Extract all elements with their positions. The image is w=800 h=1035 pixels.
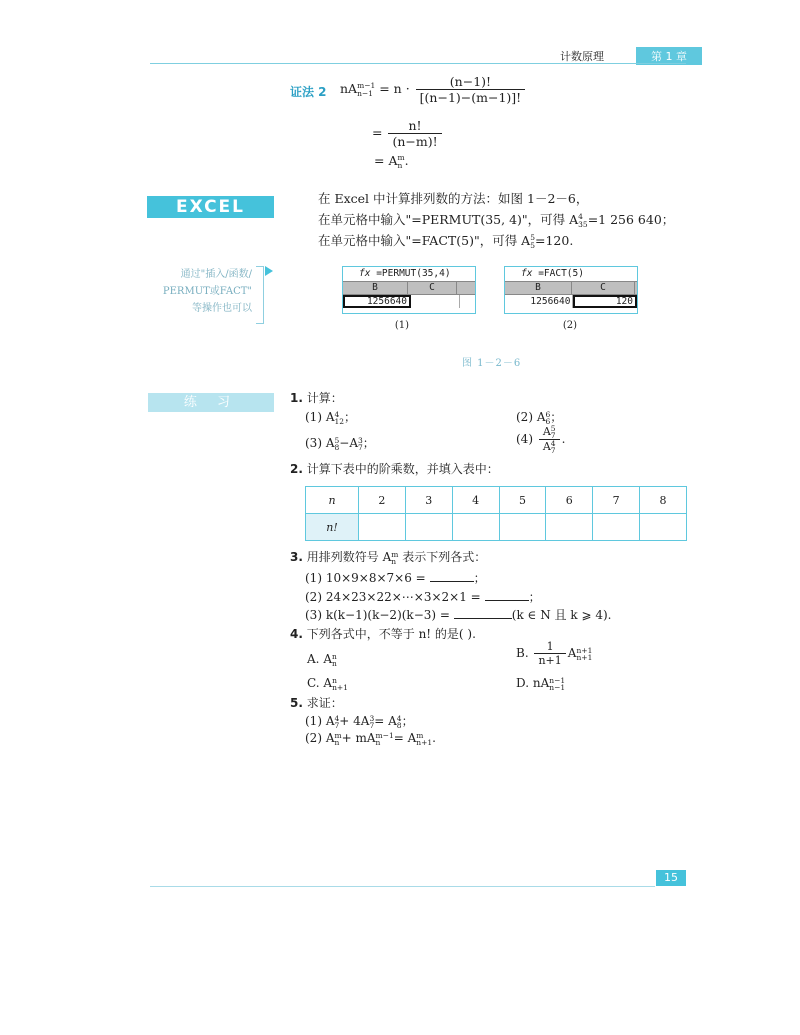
question-1a: (1) A 4 12 ； — [305, 409, 357, 426]
fx-icon: fx — [521, 268, 533, 279]
question-4-option-d: D. nA n−1 n−1 — [516, 675, 566, 692]
side-note: 通过"插入/函数/ PERMUT或FACT" 等操作也可以 — [162, 269, 252, 314]
table-cell: 4 — [452, 487, 499, 514]
question-1b: (2) A 6 6 ； — [516, 409, 563, 426]
footer-rule — [150, 886, 655, 887]
header-rule — [150, 63, 686, 64]
table-cell: 5 — [499, 487, 546, 514]
question-4-option-c: C. A n n+1 — [307, 675, 348, 692]
running-header-chapter: 计数原理 — [560, 50, 604, 63]
proof-line-3: = A m n . — [374, 152, 409, 170]
excel-banner: EXCEL — [147, 196, 274, 218]
question-3-item-2: (2) 24×23×22×⋯×3×2×1 = ； — [305, 590, 541, 604]
question-2: 2. 计算下表中的阶乘数，并填入表中： — [290, 462, 499, 476]
proof-line-1: nA m−1 n−1 = n · $\frac{(n-1)!}{[(n-1)-(m-1)]!}$ — [340, 74, 527, 105]
table-cell-empty — [640, 514, 687, 541]
question-1: 1. 计算： — [290, 391, 343, 405]
figure-title: 图 1－2－6 — [462, 358, 522, 369]
excel-screenshot-2: fx =FACT(5) B C 1256640 120 — [504, 266, 638, 314]
table-cell-empty — [452, 514, 499, 541]
proof-fraction-2: $\frac{n!}{(n-m)!}$ — [388, 118, 441, 149]
chapter-badge: 第 1 章 — [636, 47, 702, 65]
table-cell-empty — [546, 514, 593, 541]
question-5b: (2) A m n + mA m−1 n = A m n+1 . — [305, 730, 436, 747]
question-4-option-b: B. $\frac{1}{n+1}$ A n+1 n+1 — [516, 640, 593, 667]
figure-caption-1: (1) — [394, 320, 410, 331]
proof-label: 证法 2 — [290, 85, 327, 99]
table-header-factorial: n! — [306, 514, 359, 541]
proof-lhs: nA — [340, 81, 358, 96]
proof-line-2: = $\frac{n!}{(n-m)!}$ — [372, 118, 444, 149]
fx-icon: fx — [359, 268, 371, 279]
table-header-n: n — [306, 487, 359, 514]
factorial-table — [305, 486, 687, 541]
table-cell: 8 — [640, 487, 687, 514]
side-note-bracket — [256, 266, 264, 324]
question-3: 3. 用排列数符号 A m n 表示下列各式： — [290, 549, 487, 566]
excel-paragraph: 在 Excel 中计算排列数的方法：如图 1－2－6， 在单元格中输入"=PERMUT(35, 4)"，可得 A 4 35 =1 256 640； 在单元格中输入"=FACT(5)"，可得 A 5 5 =120. — [318, 191, 675, 250]
question-3-item-3: (3) k(k−1)(k−2)(k−3) = (k ∈ N 且 k ⩾ 4). — [305, 608, 612, 622]
question-4-option-a: A. A n n — [307, 651, 337, 668]
exercise-banner: 练 习 — [148, 393, 274, 412]
table-cell: 7 — [593, 487, 640, 514]
question-5: 5. 求证： — [290, 696, 343, 710]
figure-caption-2: (2) — [562, 320, 578, 331]
question-5a: (1) A 4 7 + 4A 3 7 = A 4 8 ； — [305, 713, 414, 730]
proof-fraction-1: $\frac{(n-1)!}{[(n-1)-(m-1)]!}$ — [416, 74, 526, 105]
question-1c: (3) A 5 8 −A 3 7 ； — [305, 435, 375, 452]
question-3-item-1: (1) 10×9×8×7×6 = ； — [305, 571, 486, 585]
side-note-arrow-icon — [265, 266, 273, 276]
question-4: 4. 下列各式中，不等于 n! 的是( ). — [290, 627, 476, 641]
table-cell-empty — [359, 514, 406, 541]
table-cell: 3 — [405, 487, 452, 514]
table-cell: 6 — [546, 487, 593, 514]
table-cell-empty — [499, 514, 546, 541]
table-cell: 2 — [359, 487, 406, 514]
table-cell-empty — [405, 514, 452, 541]
excel-screenshot-1: fx =PERMUT(35,4) B C 1256640 — [342, 266, 476, 314]
page-number: 15 — [656, 870, 686, 886]
question-1d: (4) A 5 7 A 4 7 . — [516, 424, 566, 455]
table-cell-empty — [593, 514, 640, 541]
